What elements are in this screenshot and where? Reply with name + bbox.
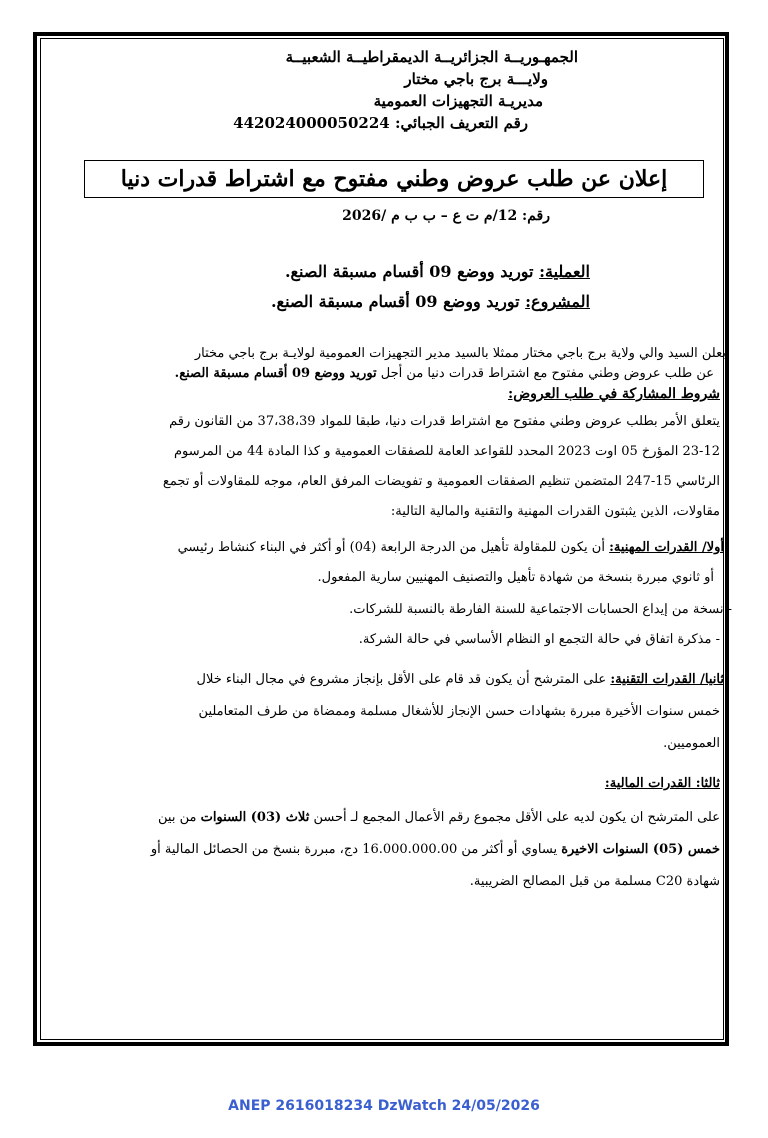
technical-line-2: خمس سنوات الأخيرة مبررة بشهادات حسن الإنجاز للأشغال مسلمة وممضاة من طرف المتعاملين — [198, 704, 720, 719]
financial-label: ثالثا: القدرات المالية: — [604, 776, 720, 791]
operation-line — [285, 262, 590, 281]
intro-line-1: يعلن السيد والي ولاية برج باجي مختار ممثلا بالسيد مدير التجهيزات العمومية لولايـة برج باجي مختار — [194, 346, 726, 361]
financial-text-1a: على المترشح ان يكون لديه على الأقل مجموع رقم الأعمال المجمع لـ أحسن — [313, 810, 720, 825]
professional-line-4 — [359, 632, 720, 647]
republic-name: الجمهـوريــة الجزائريــة الديمقراطيــة الشعبيــة — [285, 48, 578, 66]
intro-text: عن طلب عروض وطني مفتوح مع اشتراط قدرات دنيا من أجل — [380, 366, 714, 381]
tax-id-label: رقم التعريف الجبائي: — [394, 114, 528, 132]
financial-line-2 — [151, 842, 720, 857]
header-block — [32, 46, 708, 134]
professional-text-4: مذكرة اتفاق في حالة التجمع او النظام الأساسي في حالة الشركة. — [358, 632, 712, 647]
directorate-name: مديريـة التجهيزات العمومية — [373, 92, 543, 110]
professional-text-1: أن يكون للمقاولة تأهيل من الدرجة الرابعة (04) أو أكثر في البناء كنشاط رئيسي — [177, 540, 605, 555]
financial-text-2: يساوي أو أكثر من 16.000.000.00 دج، مبررة بنسخ من الحصائل المالية أو — [150, 842, 558, 857]
reference-number: رقم: 12/م ت ع – ب ب م /2026 — [342, 208, 550, 224]
professional-label: أولا/ القدرات المهنية: — [609, 540, 724, 555]
project-label: المشروع: — [525, 292, 590, 311]
financial-bold-1: ثلاث (03) السنوات — [200, 810, 310, 825]
professional-text-3: نسخة من إيداع الحسابات الاجتماعية للسنة الفارطة بالنسبة للشركات. — [349, 602, 724, 617]
financial-line-1 — [158, 810, 720, 825]
dash-bullet: - — [715, 632, 720, 647]
anep-footer: ANEP 2616018234 DzWatch 24/05/2026 — [228, 1098, 540, 1114]
professional-line-3 — [349, 602, 732, 617]
intro-line-2 — [175, 366, 714, 381]
conditions-line-3: الرئاسي 15-247 المتضمن تنظيم الصفقات العمومية و تفويضات المرفق العام، موجه للمقاولات أو تجمع — [162, 474, 720, 489]
document-body — [44, 40, 732, 1030]
dash-bullet: - — [727, 602, 732, 617]
professional-line-2: أو ثانوي مبررة بنسخة من شهادة تأهيل والتصنيف المهنيين سارية المفعول. — [317, 570, 714, 585]
tax-id-number: 442024000050224 — [233, 114, 390, 132]
operation-value: توريد ووضع 09 أقسام مسبقة الصنع. — [284, 262, 534, 281]
conditions-line-4: مقاولات، الذين يثبتون القدرات المهنية والتقنية والمالية التالية: — [390, 504, 720, 519]
wilaya-name: ولايـــة برج باجي مختار — [404, 70, 548, 88]
technical-line-3: العموميين. — [663, 736, 720, 751]
technical-text-1: على المترشح أن يكون قد قام على الأقل بإنجاز مشروع في مجال البناء خلال — [196, 672, 607, 687]
technical-line-1 — [197, 672, 725, 687]
financial-text-1c: من بين — [158, 810, 197, 825]
project-value: توريد ووضع 09 أقسام مسبقة الصنع. — [270, 292, 520, 311]
financial-line-3: شهادة C20 مسلمة من قبل المصالح الضريبية. — [469, 874, 720, 889]
conditions-line-1: يتعلق الأمر بطلب عروض وطني مفتوح مع اشتراط قدرات دنيا، طبقا للمواد 37،38،39 من القانون رقم — [169, 414, 720, 429]
conditions-line-2: 23-12 المؤرخ 05 اوت 2023 المحدد للقواعد العامة للصفقات العمومية و كذا المادة 44 من المرسوم — [173, 444, 720, 459]
conditions-heading: شروط المشاركة في طلب العروض: — [508, 386, 720, 402]
intro-bold-text: توريد ووضع 09 أقسام مسبقة الصنع. — [174, 366, 377, 381]
technical-label: ثانيا/ القدرات التقنية: — [610, 672, 724, 687]
tax-id — [32, 112, 528, 134]
operation-label: العملية: — [539, 262, 590, 281]
project-line — [271, 292, 590, 311]
professional-line-1 — [178, 540, 724, 555]
announcement-title: إعلان عن طلب عروض وطني مفتوح مع اشتراط قدرات دنيا — [84, 160, 704, 198]
financial-bold-2: خمس (05) السنوات الاخيرة — [561, 842, 720, 857]
